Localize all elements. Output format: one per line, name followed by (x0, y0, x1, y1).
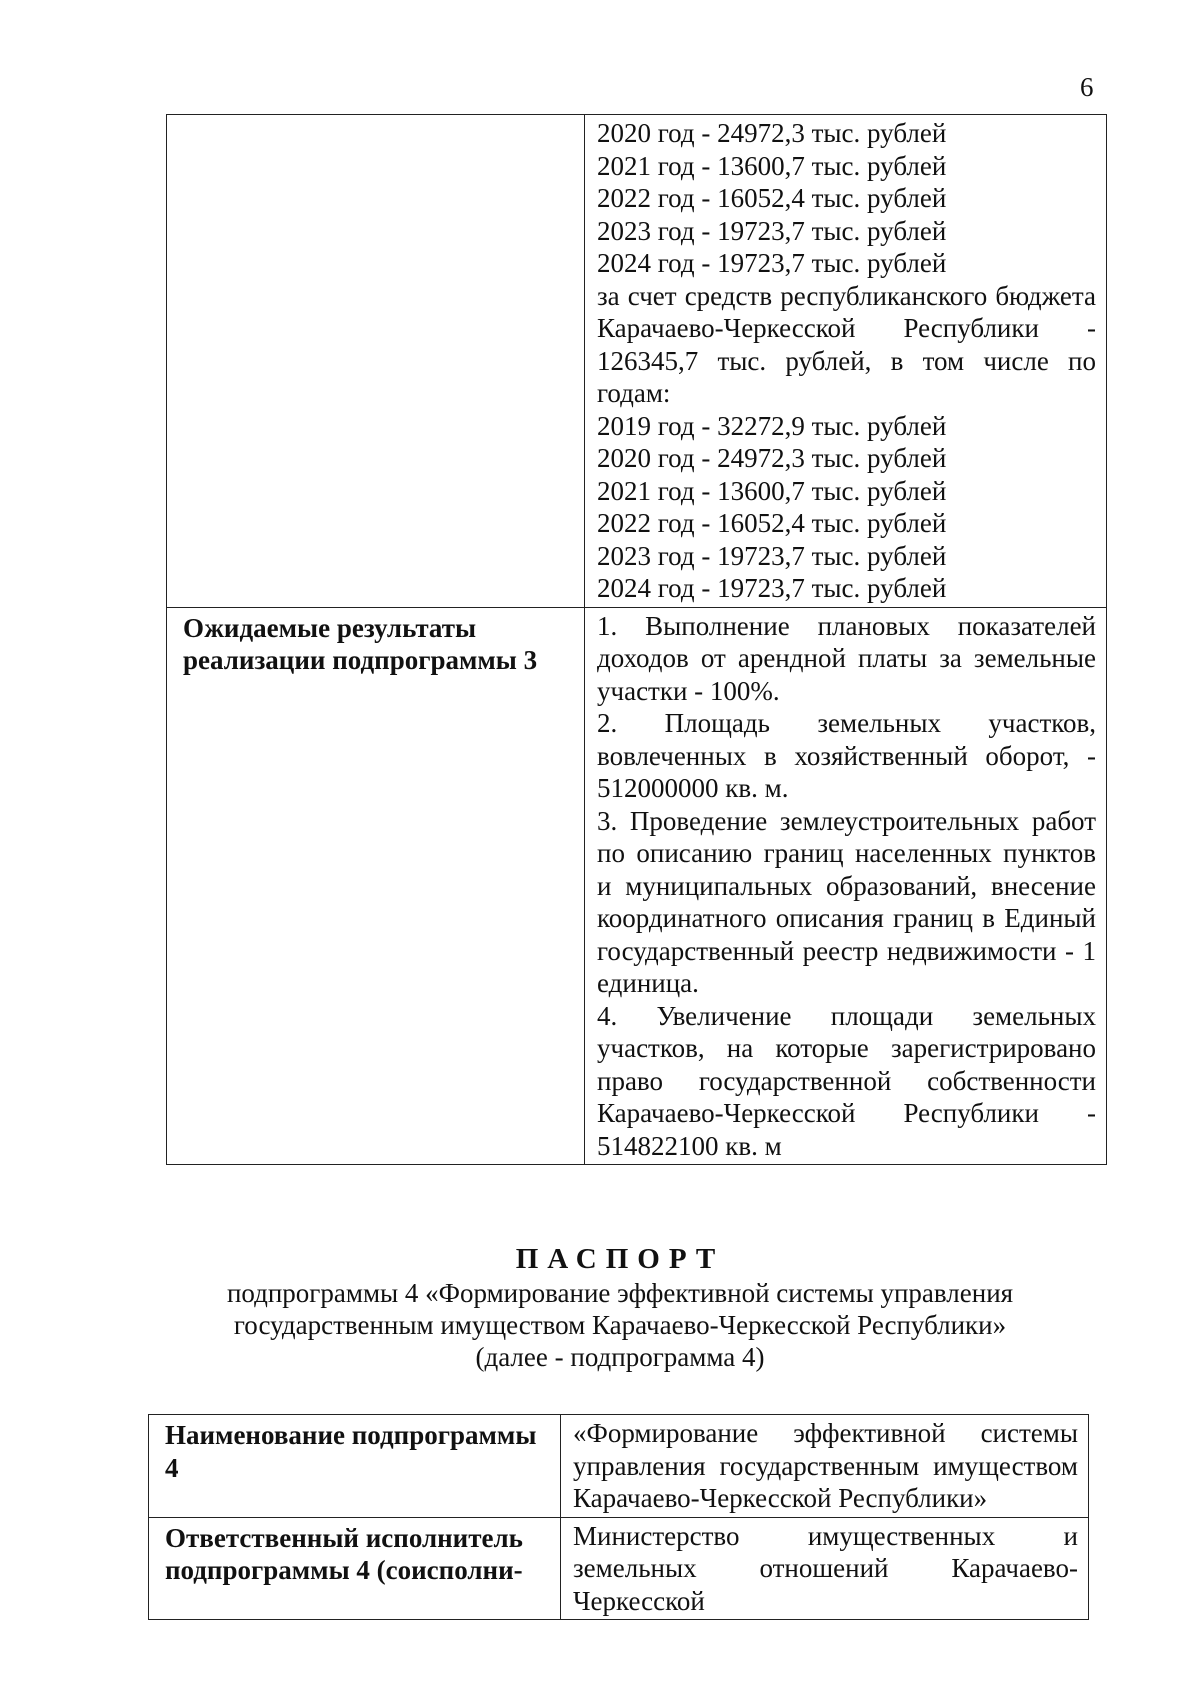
result-item: 3. Проведение землеустроительных работ по описанию границ населенных пунктов и муниципальных образований, внесение координатного описания границ в Единый государственный реестр недвижимости - 1 единица. (597, 805, 1096, 998)
funding-line: 2023 год - 19723,7 тыс. рублей (597, 540, 947, 571)
funding-line: 2022 год - 16052,4 тыс. рублей (597, 183, 947, 213)
expected-results-value-cell (585, 607, 1107, 1165)
funding-value-cell (585, 115, 1107, 608)
passport-heading (150, 1243, 1090, 1373)
funding-line: 2023 год - 19723,7 тыс. рублей (597, 215, 947, 246)
funding-line: 2021 год - 13600,7 тыс. рублей (597, 150, 947, 181)
result-item: 2. Площадь земельных участков, вовлеченных в хозяйственный оборот, - 512000000 кв. м. (597, 708, 1096, 803)
table-row-name (149, 1415, 1089, 1518)
funding-line: 2020 год - 24972,3 тыс. рублей (597, 118, 947, 148)
executor-label: Ответственный исполнитель подпрограммы 4 (соисполни- (149, 1517, 561, 1620)
passport-table-subprogram-3 (166, 114, 1107, 1165)
expected-results-label: Ожидаемые результаты реализации подпрограммы 3 (167, 607, 585, 1165)
heading-line: государственным имуществом Карачаево-Черкесской Республики» (233, 1310, 1007, 1340)
funding-line: 2019 год - 32272,9 тыс. рублей (597, 410, 947, 441)
table-row-expected-results (167, 607, 1107, 1165)
subprogram-name-value: «Формирование эффективной системы управления государственным имуществом Карачаево-Черкесской Республики» (561, 1415, 1089, 1518)
executor-value: Министерство имущественных и земельных отношений Карачаево-Черкесской (561, 1517, 1089, 1620)
heading-line: подпрограммы 4 «Формирование эффективной системы управления (226, 1278, 1014, 1308)
subprogram-name-label: Наименование подпрограммы 4 (149, 1415, 561, 1518)
heading-title: ПАСПОРТ (515, 1243, 725, 1275)
funding-line: 2024 год - 19723,7 тыс. рублей (597, 573, 947, 603)
funding-line: 2020 год - 24972,3 тыс. рублей (597, 443, 947, 473)
funding-line: 2022 год - 16052,4 тыс. рублей (597, 508, 947, 538)
result-item: 1. Выполнение плановых показателей доходов от арендной платы за земельные участки - 100%. (597, 610, 1096, 706)
table-row-funding (167, 115, 1107, 608)
heading-line: (далее - подпрограмма 4) (475, 1342, 765, 1372)
funding-source-text: за счет средств республиканского бюджета Карачаево-Черкесской Республики - 126345,7 тыс. рублей, в том числе по годам: (597, 280, 1096, 408)
funding-label-cell (167, 115, 585, 608)
result-item: 4. Увеличение площади земельных участков, на которые зарегистрировано право государственной собственности Карачаево-Черкесской Республики - 514822100 кв. м (597, 1000, 1096, 1161)
funding-line: 2021 год - 13600,7 тыс. рублей (597, 475, 947, 506)
table-row-executor (149, 1517, 1089, 1620)
funding-line: 2024 год - 19723,7 тыс. рублей (597, 248, 947, 278)
passport-table-subprogram-4 (148, 1414, 1089, 1620)
page-number: 6 (1080, 72, 1094, 102)
